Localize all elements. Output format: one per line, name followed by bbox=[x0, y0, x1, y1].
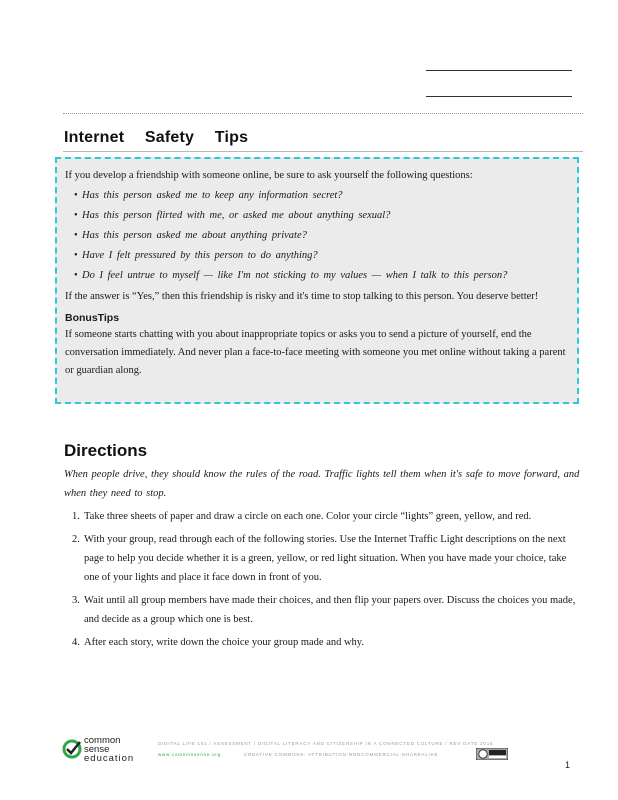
list-item: • Has this person flirted with me, or asked me about anything sexual? bbox=[65, 206, 569, 226]
title-divider bbox=[63, 151, 583, 152]
step-item bbox=[64, 530, 584, 587]
step-item bbox=[64, 591, 584, 629]
creative-commons-icon bbox=[476, 748, 508, 760]
step-text: Take three sheets of paper and draw a circle on each one. Color your circle “lights” green, yellow, and red. bbox=[84, 511, 532, 522]
step-text: With your group, read through each of the following stories. Use the Internet Traffic Light descriptions on the next page to help you decide whether it is a green, yellow, or red light situation. When you have made your choice, take one of your lights and place it face down in front of you. bbox=[84, 534, 567, 583]
bonus-heading: BonusTips bbox=[65, 312, 120, 324]
directions-steps bbox=[64, 507, 584, 656]
logo-wordmark bbox=[84, 736, 134, 763]
tips-intro: If you develop a friendship with someone online, be sure to ask yourself the following questions: bbox=[65, 170, 473, 181]
name-blank-line bbox=[426, 70, 572, 71]
checkmark-icon bbox=[62, 739, 82, 759]
logo-line: common bbox=[84, 735, 121, 746]
list-item: • Has this person asked me to keep any information secret? bbox=[65, 186, 569, 206]
course-info: DIGITAL LIFE 101 / ASSESSMENT / DIGITAL LITERACY AND CITIZENSHIP IN A CONNECTED CULTURE / REV DATE 2015 bbox=[158, 741, 494, 746]
step-number: 1. bbox=[72, 511, 80, 522]
common-sense-logo bbox=[62, 736, 152, 768]
list-item: • Has this person asked me about anything private? bbox=[65, 226, 569, 246]
step-item bbox=[64, 633, 584, 652]
tips-box bbox=[55, 157, 579, 404]
date-blank-line bbox=[426, 96, 572, 97]
step-text: Wait until all group members have made their choices, and then flip your papers over. Discuss the choices you made, and decide as a group which one is best. bbox=[84, 595, 576, 625]
step-number: 3. bbox=[72, 595, 80, 606]
step-number: 4. bbox=[72, 637, 80, 648]
step-text: After each story, write down the choice your group made and why. bbox=[84, 637, 365, 648]
page-footer bbox=[0, 728, 618, 800]
tips-answer: If the answer is “Yes,” then this friendship is risky and it's time to stop talking to this person. You deserve better! bbox=[65, 291, 539, 302]
list-item: • Have I felt pressured by this person to do anything? bbox=[65, 246, 569, 266]
logo-line: sense bbox=[84, 744, 110, 755]
directions-intro: When people drive, they should know the rules of the road. Traffic lights tell them when it's safe to move forward, and when they need to stop. bbox=[64, 469, 580, 499]
step-number: 2. bbox=[72, 534, 80, 545]
list-item: • Do I feel untrue to myself — like I'm not sticking to my values — when I talk to this person? bbox=[65, 266, 569, 286]
page-title: Internet Safety Tips bbox=[64, 129, 249, 146]
directions-heading: Directions bbox=[64, 441, 148, 460]
license-text: CREATIVE COMMONS: ATTRIBUTION-NONCOMMERCIAL-SHAREALIKE bbox=[244, 752, 439, 757]
step-item bbox=[64, 507, 584, 526]
bonus-text: If someone starts chatting with you about inappropriate topics or asks you to send a picture of yourself, end the conversation immediately. And never plan a face-to-face meeting with someone you met online without taking a parent or guardian along. bbox=[65, 329, 566, 376]
logo-line: education bbox=[84, 753, 135, 764]
website-link[interactable]: www.commonsense.org bbox=[158, 752, 221, 757]
question-list bbox=[65, 186, 569, 286]
top-dotted-rule bbox=[63, 113, 583, 114]
page-number: 1 bbox=[565, 760, 571, 770]
